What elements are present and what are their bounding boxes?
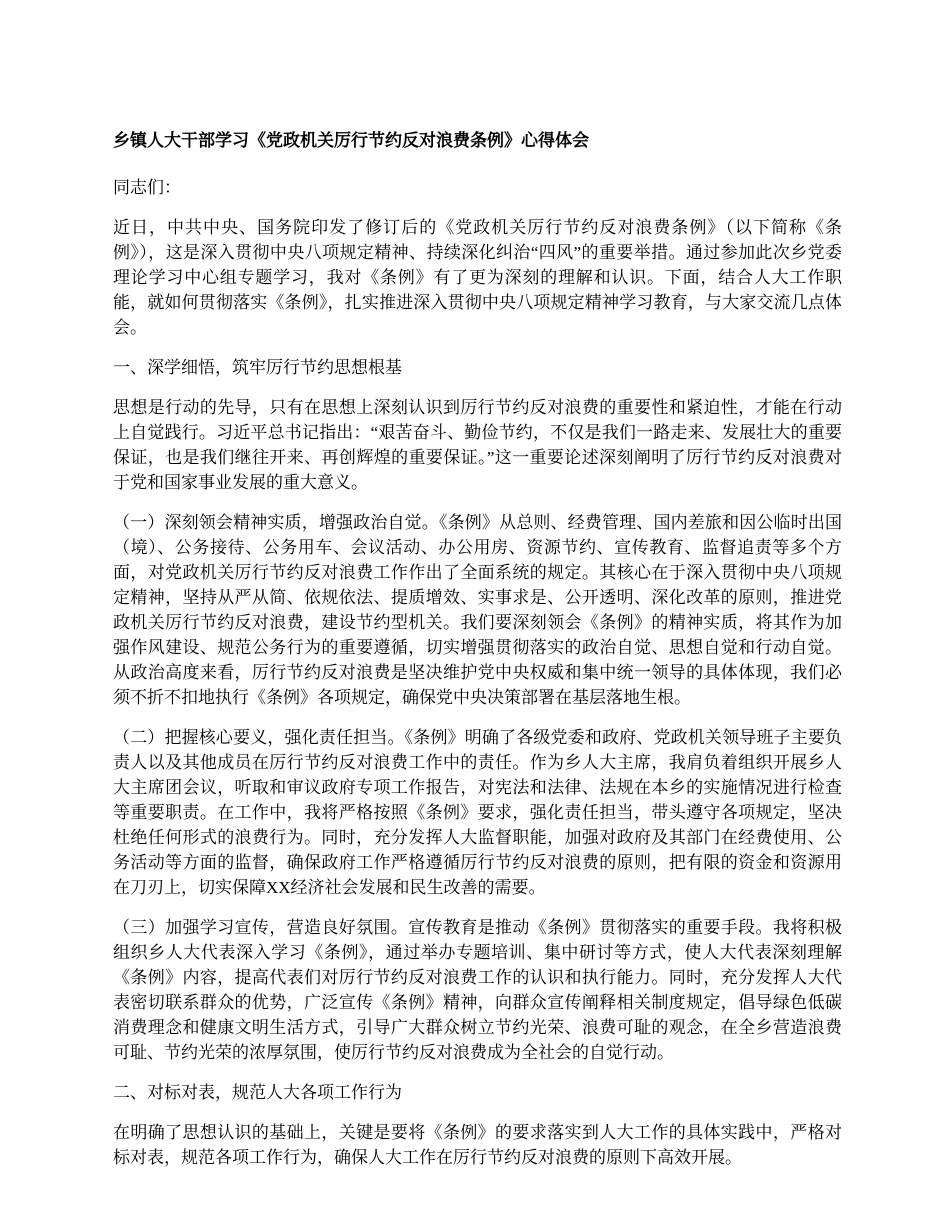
document-title: 乡镇人大干部学习《党政机关厉行节约反对浪费条例》心得体会 bbox=[113, 131, 589, 150]
salutation: 同志们： bbox=[113, 178, 181, 197]
paragraph-point-3: （三）加强学习宣传，营造良好氛围。宣传教育是推动《条例》贯彻落实的重要手段。我将积极组织乡人大代表深入学习《条例》，通过举办专题培训、集中研讨等方式，使人大代表深刻理解《条例》内容，提高代表们对厉行节约反对浪费工作的认识和执行能力。同时，充分发挥人大代表密切联系群众的优势，广泛宣传《条例》精神，向群众宣传阐释相关制度规定，倡导绿色低碳消费理念和健康文明生活方式，引导广大群众树立节约光荣、浪费可耻的观念，在全乡营造浪费可耻、节约光荣的浓厚氛围，使厉行节约反对浪费成为全社会的自觉行动。 bbox=[113, 918, 842, 1062]
paragraph-point-1: （一）深刻领会精神实质，增强政治自觉。《条例》从总则、经费管理、国内差旅和因公临时出国（境）、公务接待、公务用车、会议活动、办公用房、资源节约、宣传教育、监督追责等多个方面，对党政机关厉行节约反对浪费工作作出了全面系统的规定。其核心在于深入贯彻中央八项规定精神，坚持从严从简、依规依法、提质增效、实事求是、公开透明、深化改革的原则，推进党政机关厉行节约反对浪费，建设节约型机关。我们要深刻领会《条例》的精神实质，将其作为加强作风建设、规范公务行为的重要遵循，切实增强贯彻落实的政治自觉、思想自觉和行动自觉。从政治高度来看，厉行节约反对浪费是坚决维护党中央权威和集中统一领导的具体体现，我们必须不折不扣地执行《条例》各项规定，确保党中央决策部署在基层落地生根。 bbox=[113, 513, 842, 707]
paragraph-point-2: （二）把握核心要义，强化责任担当。《条例》明确了各级党委和政府、党政机关领导班子主要负责人以及其他成员在厉行节约反对浪费工作中的责任。作为乡人大主席，我肩负着组织开展乡人大主席团会议，听取和审议政府专项工作报告，对宪法和法律、法规在本乡的实施情况进行检查等重要职责。在工作中，我将严格按照《条例》要求，强化责任担当，带头遵守各项规定，坚决杜绝任何形式的浪费行为。同时，充分发挥人大监督职能，加强对政府及其部门在经费使用、公务活动等方面的监督，确保政府工作严格遵循厉行节约反对浪费的原则，把有限的资金和资源用在刀刃上，切实保障XX经济社会发展和民生改善的需要。 bbox=[113, 728, 842, 897]
section-heading-2: 二、对标对表，规范人大各项工作行为 bbox=[113, 1083, 402, 1102]
paragraph-intro: 近日，中共中央、国务院印发了修订后的《党政机关厉行节约反对浪费条例》（以下简称《条例》），这是深入贯彻中央八项规定精神、持续深化纠治“四风”的重要举措。通过参加此次乡党委理论学习中心组专题学习，我对《条例》有了更为深刻的理解和认识。下面，结合人大工作职能，就如何贯彻落实《条例》，扎实推进深入贯彻中央八项规定精神学习教育，与大家交流几点体会。 bbox=[113, 218, 842, 337]
paragraph-section1-body: 思想是行动的先导，只有在思想上深刻认识到厉行节约反对浪费的重要性和紧迫性，才能在行动上自觉践行。习近平总书记指出：“艰苦奋斗、勤俭节约，不仅是我们一路走来、发展壮大的重要保证，也是我们继往开来、再创辉煌的重要保证。”这一重要论述深刻阐明了厉行节约反对浪费对于党和国家事业发展的重大意义。 bbox=[113, 398, 842, 492]
paragraph-section2-body: 在明确了思想认识的基础上，关键是要将《条例》的要求落实到人大工作的具体实践中，严格对标对表，规范各项工作行为，确保人大工作在厉行节约反对浪费的原则下高效开展。 bbox=[113, 1123, 842, 1167]
section-heading-1: 一、深学细悟，筑牢厉行节约思想根基 bbox=[113, 358, 402, 377]
